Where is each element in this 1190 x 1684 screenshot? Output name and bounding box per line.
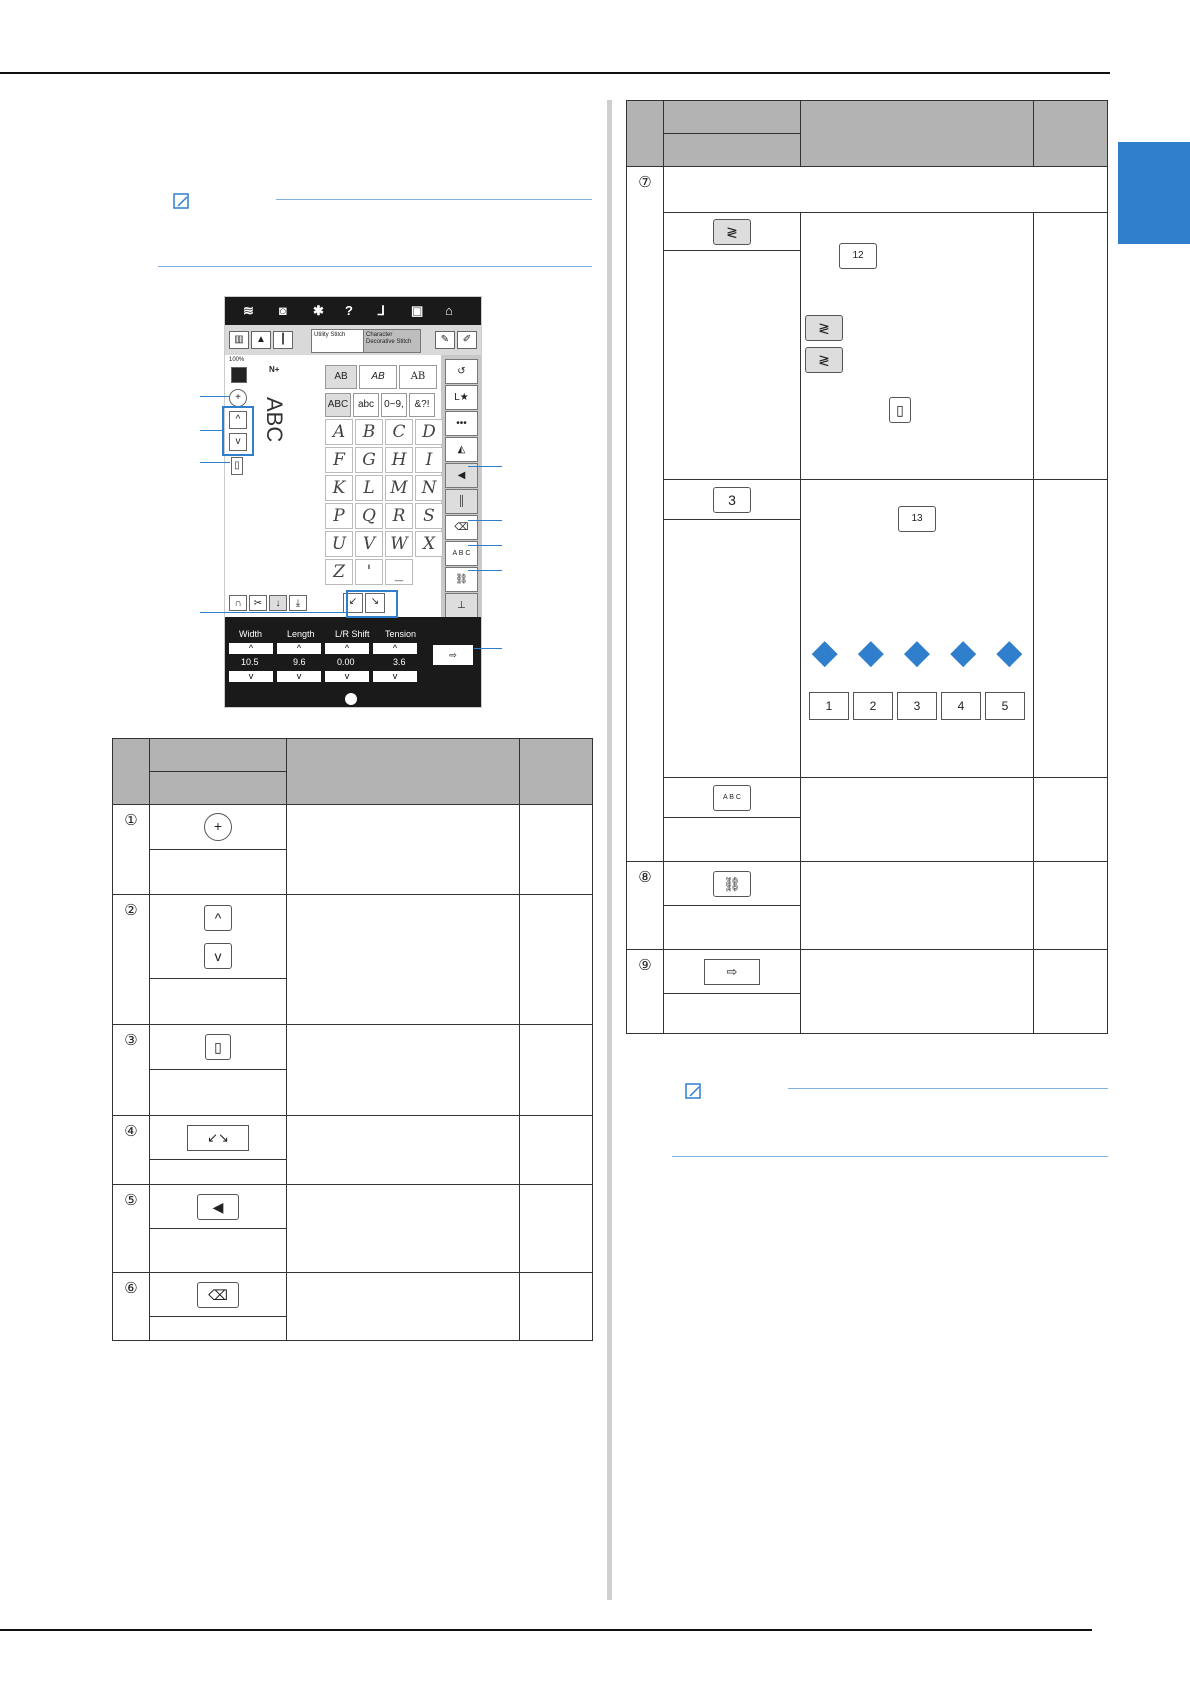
letter-key[interactable]: C bbox=[385, 419, 413, 445]
needle-mode-icon[interactable]: ▲ bbox=[251, 331, 271, 349]
shift-down-button[interactable]: v bbox=[325, 671, 369, 682]
letter-key[interactable]: K bbox=[325, 475, 353, 501]
density-level-row bbox=[801, 692, 1033, 720]
manual-icon[interactable]: ▥ bbox=[229, 331, 249, 349]
edit-end-icon[interactable]: ✐ bbox=[457, 331, 477, 349]
letter-key[interactable]: U bbox=[325, 531, 353, 557]
link-icon[interactable]: ⛓ bbox=[445, 567, 478, 592]
needle-indicator: N+ bbox=[269, 365, 280, 374]
row-num-4: ④ bbox=[113, 1116, 150, 1185]
align-icon[interactable]: ⊥ bbox=[445, 593, 478, 618]
callout-7 bbox=[468, 545, 502, 546]
scroll-up-button[interactable]: ^ bbox=[229, 411, 247, 429]
machine-screen bbox=[224, 296, 482, 708]
image-flip-table-icon: ◀ bbox=[197, 1194, 239, 1220]
memo-top-rule bbox=[276, 199, 592, 200]
chevron-down-icon: v bbox=[204, 943, 232, 969]
stitch-settings-panel bbox=[225, 617, 481, 707]
callout-6 bbox=[468, 520, 502, 521]
width-label: Width bbox=[239, 629, 263, 639]
stitch-density-icon: ≷ bbox=[713, 219, 751, 245]
letter-key[interactable]: X bbox=[415, 531, 443, 557]
right-key-table bbox=[626, 100, 1108, 1034]
letter-key[interactable]: N bbox=[415, 475, 443, 501]
letter-key[interactable]: _ bbox=[385, 559, 413, 585]
preview-text: ABC bbox=[262, 397, 287, 443]
zoom-plus-icon: + bbox=[204, 813, 232, 841]
case-tab-lower[interactable]: abc bbox=[353, 393, 379, 417]
letter-key[interactable]: W bbox=[385, 531, 413, 557]
memo-top-rule-2 bbox=[788, 1088, 1108, 1089]
cursor-button[interactable]: ▯ bbox=[231, 457, 243, 475]
thread-icon[interactable]: ↺ bbox=[445, 359, 478, 384]
letter-key[interactable]: R bbox=[385, 503, 413, 529]
pin-icon[interactable]: ┃ bbox=[273, 331, 293, 349]
length-value: 9.6 bbox=[293, 657, 306, 667]
density-diamonds: ◆ ◆ ◆ ◆ ◆ bbox=[811, 633, 1023, 671]
row-num-6: ⑥ bbox=[113, 1273, 150, 1341]
edit-icon[interactable]: ✎ bbox=[435, 331, 455, 349]
arrange-icon[interactable]: ••• bbox=[445, 411, 478, 436]
presser-foot-icon[interactable]: ᒧ bbox=[377, 303, 385, 318]
density-level-1: 1 bbox=[809, 692, 849, 720]
tab-character-stitch[interactable]: Character Decorative Stitch bbox=[363, 329, 421, 353]
memo-bottom-rule bbox=[158, 266, 592, 267]
letter-key[interactable]: L bbox=[355, 475, 383, 501]
twin-needle-icon[interactable]: ║ bbox=[445, 489, 478, 514]
arrow-move-icon: ↙↘ bbox=[187, 1125, 249, 1151]
memo-icon-2 bbox=[684, 1082, 704, 1102]
settings-icon[interactable]: ✱ bbox=[313, 303, 324, 318]
row-num-3: ③ bbox=[113, 1025, 150, 1116]
width-down-button[interactable]: v bbox=[229, 671, 273, 682]
tension-down-button[interactable]: v bbox=[373, 671, 417, 682]
row-num-1: ① bbox=[113, 805, 150, 895]
stitch-select-icon[interactable]: L★ bbox=[445, 385, 478, 410]
letter-key[interactable]: ' bbox=[355, 559, 383, 585]
move-left-button[interactable]: ↙ bbox=[343, 593, 363, 613]
tension-up-button[interactable]: ^ bbox=[373, 643, 417, 654]
letter-key[interactable]: I bbox=[415, 447, 443, 473]
clock-icon[interactable] bbox=[345, 693, 357, 705]
letter-key[interactable]: A bbox=[325, 419, 353, 445]
letter-key[interactable]: B bbox=[355, 419, 383, 445]
column-divider bbox=[607, 100, 612, 1600]
callout-5 bbox=[468, 466, 502, 467]
density-level-icon: 3 bbox=[713, 487, 751, 513]
shift-up-button[interactable]: ^ bbox=[325, 643, 369, 654]
letter-key[interactable]: S bbox=[415, 503, 443, 529]
stop-icon[interactable] bbox=[231, 367, 247, 383]
length-down-button[interactable]: v bbox=[277, 671, 321, 682]
stitch-12-icon: 12 bbox=[839, 243, 877, 269]
letter-key[interactable]: D bbox=[415, 419, 443, 445]
tension-label: Tension bbox=[385, 629, 417, 639]
callout-2 bbox=[200, 430, 222, 431]
home-icon[interactable]: ⌂ bbox=[445, 303, 453, 318]
width-value: 10.5 bbox=[241, 657, 259, 667]
callout-box-scroll bbox=[222, 406, 254, 456]
memory-table-icon: ⇨ bbox=[704, 959, 760, 985]
letter-key[interactable]: H bbox=[385, 447, 413, 473]
callout-1 bbox=[200, 396, 230, 397]
footer-rule bbox=[0, 1629, 1092, 1631]
mode-bar bbox=[225, 325, 481, 355]
density-level-3: 3 bbox=[897, 692, 937, 720]
row-num-9: ⑨ bbox=[627, 950, 664, 1034]
chapter-tab bbox=[1118, 142, 1190, 244]
image-flip-icon[interactable]: ◀ bbox=[445, 463, 478, 488]
font-tab-3[interactable]: AB bbox=[399, 365, 437, 389]
tab-utility-stitch[interactable]: Utility Stitch bbox=[311, 329, 365, 353]
density-level-4: 4 bbox=[941, 692, 981, 720]
stitch-13-icon: 13 bbox=[898, 506, 936, 532]
needle-up-icon[interactable]: ⤓ bbox=[289, 595, 307, 611]
edit-side-panel bbox=[441, 355, 481, 625]
letter-key[interactable]: V bbox=[355, 531, 383, 557]
letter-key[interactable]: M bbox=[385, 475, 413, 501]
density-normal-icon: ≷ bbox=[805, 315, 843, 341]
link-table-icon: ⛓ bbox=[713, 871, 751, 897]
cursor-small-icon: ▯ bbox=[889, 397, 911, 423]
header-rule bbox=[0, 72, 1110, 74]
lock-icon[interactable]: ▣ bbox=[411, 303, 424, 318]
density-level-2: 2 bbox=[853, 692, 893, 720]
spacing-icon[interactable]: A B C bbox=[445, 541, 478, 566]
letter-key[interactable]: Z bbox=[325, 559, 353, 585]
case-tab-numbers[interactable]: 0~9, bbox=[381, 393, 407, 417]
letter-key[interactable]: Q bbox=[355, 503, 383, 529]
memo-bottom-rule-2 bbox=[672, 1156, 1108, 1157]
callout-4 bbox=[200, 612, 346, 613]
needle-stop-icon[interactable]: ↓ bbox=[269, 595, 287, 611]
callout-8 bbox=[468, 570, 502, 571]
width-up-button[interactable]: ^ bbox=[229, 643, 273, 654]
reverse-icon[interactable]: ∩ bbox=[229, 595, 247, 611]
zoom-label: 100% bbox=[229, 357, 245, 363]
wifi-icon[interactable]: ≋ bbox=[243, 303, 254, 318]
density-fine-icon: ≷ bbox=[805, 347, 843, 373]
left-key-table bbox=[112, 738, 593, 1341]
move-right-button[interactable]: ↘ bbox=[365, 593, 385, 613]
scissors-icon[interactable]: ✂ bbox=[249, 595, 267, 611]
chevron-up-icon: ^ bbox=[204, 905, 232, 931]
cursor-icon: ▯ bbox=[205, 1034, 231, 1060]
case-tab-symbols[interactable]: &?! bbox=[409, 393, 435, 417]
density-level-5: 5 bbox=[985, 692, 1025, 720]
scroll-down-button[interactable]: v bbox=[229, 433, 247, 451]
spacing-table-icon: A B C bbox=[713, 785, 751, 811]
row-num-5: ⑤ bbox=[113, 1185, 150, 1273]
font-tab-2[interactable]: AB bbox=[359, 365, 397, 389]
callout-box-move bbox=[346, 590, 398, 618]
shift-label: L/R Shift bbox=[335, 629, 370, 639]
length-up-button[interactable]: ^ bbox=[277, 643, 321, 654]
case-tab-upper[interactable]: ABC bbox=[325, 393, 351, 417]
callout-9 bbox=[474, 648, 502, 649]
font-tab-1[interactable]: AB bbox=[325, 365, 357, 389]
memo-icon bbox=[172, 192, 192, 212]
delete-table-icon: ⌫ bbox=[197, 1282, 239, 1308]
row-num-7: ⑦ bbox=[627, 167, 664, 862]
shift-value: 0.00 bbox=[337, 657, 355, 667]
zoom-plus-button[interactable]: + bbox=[229, 389, 247, 407]
camera-icon[interactable]: ◙ bbox=[279, 303, 287, 318]
row-num-8: ⑧ bbox=[627, 862, 664, 950]
letter-key[interactable]: F bbox=[325, 447, 353, 473]
mirror-icon[interactable]: ◭ bbox=[445, 437, 478, 462]
screen-top-bar bbox=[225, 297, 481, 325]
callout-3 bbox=[200, 462, 230, 463]
tension-value: 3.6 bbox=[393, 657, 406, 667]
length-label: Length bbox=[287, 629, 315, 639]
row-num-2: ② bbox=[113, 895, 150, 1025]
help-icon[interactable]: ? bbox=[345, 303, 353, 318]
letter-key[interactable]: G bbox=[355, 447, 383, 473]
memory-button[interactable]: ⇨ bbox=[433, 645, 473, 665]
delete-icon[interactable]: ⌫ bbox=[445, 515, 478, 540]
letter-key[interactable]: P bbox=[325, 503, 353, 529]
